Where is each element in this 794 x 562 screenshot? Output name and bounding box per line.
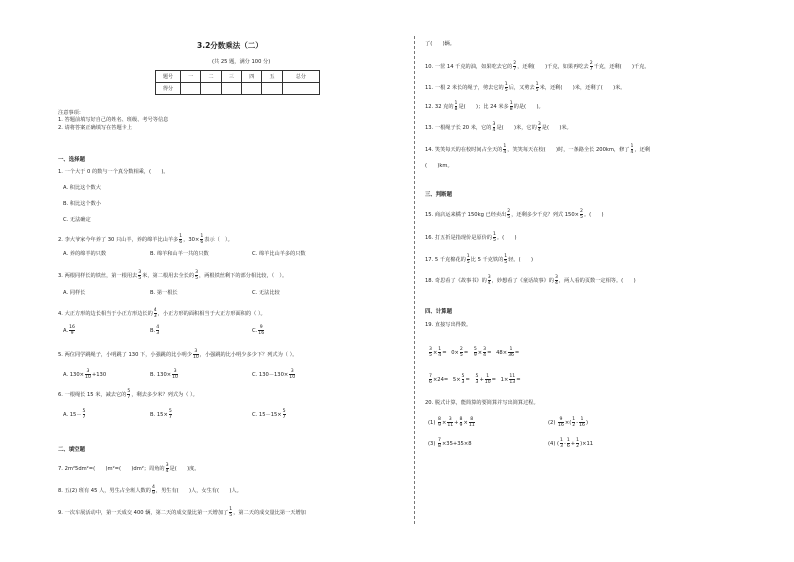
score-cell: 三 [221, 71, 241, 83]
option: C. 绵羊比山羊多的只数 [252, 251, 306, 257]
option: B. 15× $\frac{5}{7}$ [150, 409, 172, 420]
score-cell: 五 [262, 71, 282, 83]
page-title: 3.2分数乘法（二） [197, 41, 263, 50]
page-subtitle: (共 25 题，满分 100 分) [212, 59, 271, 65]
option: A. 15－ $\frac{5}{7}$ [63, 409, 86, 420]
page-divider [414, 36, 415, 524]
question-5: 5. 两位同学跳绳子，小明跳了 130 下，小强跳的比小明少 $\frac{3}{10}$ ，小强跳的比小明少多少下？列式为（ ）。 [58, 349, 298, 360]
calc-row-1: $\frac{3}{5}$ × $\frac{1}{4}$ = 0× $\frac{2}{5}$ = $\frac{5}{9}$ × $\frac{3}{4}$ = 48× $\frac{1}{36}$ = [429, 347, 520, 358]
option: A. 积比这个数大 [63, 185, 101, 191]
calc-item: (1) $\frac{8}{9}$ × $\frac{3}{11}$ + $\frac{8}{9}$ × $\frac{8}{11}$ [428, 417, 475, 428]
question-14-cont: ( )km。 [425, 163, 453, 169]
question-13: 13. 一根绳子长 20 米，它的 $\frac{3}{4}$ 是( )米，它的 $\frac{3}{4}$ 是( )米。 [425, 122, 572, 133]
notes-line: 1. 答题前填写好自己的姓名、班级、考号等信息 [58, 117, 169, 123]
option: B. 积比这个数小 [63, 201, 101, 207]
notes-line: 2. 请将答案正确填写在答题卡上 [58, 125, 133, 131]
score-cell [181, 83, 201, 95]
question-12: 12. 32 克的 $\frac{1}{8}$ 是( )；比 24 米多 $\frac{1}{8}$ 的是( )。 [425, 101, 544, 112]
calc-item: (4) ( $\frac{1}{3}$ - $\frac{1}{6}$ + $\frac{1}{2}$ )×11 [548, 438, 594, 449]
option: C. 15－15× $\frac{5}{7}$ [252, 409, 286, 420]
question-10: 10. 一筐 14 千克的油，如果吃去它的 $\frac{2}{7}$ ，还剩( )千克，如果再吃去 $\frac{2}{7}$ 千克，还剩( )千克。 [425, 61, 650, 72]
option: C. $\frac{9}{16}$ [252, 325, 265, 336]
question-16: 16. 打五折是指现价是原价的 $\frac{1}{5}$ 。( ) [425, 232, 517, 243]
option: B. 第一根长 [150, 290, 178, 296]
option: A. 130× $\frac{3}{10}$ +130 [63, 369, 107, 380]
question-2: 2. 李大爷家今年养了 30 只山羊，养的绵羊比山羊多 $\frac{1}{6}$ ，30× $\frac{1}{6}$ 表示（ ）。 [58, 234, 233, 245]
question-1: 1. 一个大于 0 的数与一个真分数相乘，( )。 [58, 169, 169, 175]
section-heading: 一、选择题 [58, 157, 85, 163]
score-cell [201, 83, 221, 95]
question-19: 19. 直接写出得数。 [425, 322, 472, 328]
score-cell: 题号 [156, 71, 181, 83]
question-11: 11. 一根 2 米长的绳子，剪去它的 $\frac{1}{5}$ 后，又剪去 $\frac{1}{5}$ 米，还剩( )米，还剩了( )米。 [425, 82, 626, 93]
question-17: 17. 5 千克棉花的 $\frac{1}{5}$ 比 5 千克铁的 $\frac{1}{5}$ 轻。( ) [425, 254, 534, 265]
option: A. 养的绵羊的只数 [63, 251, 107, 257]
score-cell [242, 83, 262, 95]
calc-row-2: $\frac{7}{6}$ ×24= 5× $\frac{5}{3}$ = $\frac{5}{3}$ + $\frac{1}{10}$ = 1× $\frac{11}{13}$ = [429, 374, 521, 385]
option: B. 绵羊和山羊一共的只数 [150, 251, 209, 257]
section-heading: 三、判断题 [425, 192, 452, 198]
score-table [155, 70, 320, 95]
question-18: 18. 奇思看了《故事书》的 $\frac{3}{4}$ ，妙想看了《童话故事》的 $\frac{3}{4}$ ，两人看的页数一定相等。( ) [425, 275, 636, 286]
option: A. $\frac{16}{9}$ [63, 325, 75, 336]
question-3: 3. 两根同样长的铁丝，第一根用去 $\frac{3}{5}$ 米，第二根用去全长的 $\frac{3}{5}$ ，两根铁丝剩下的部分相比较，（ ）。 [58, 270, 288, 281]
question-9: 9. 一次车展活动中，第一天成交 400 辆，第二天的成交量比第一天增加了 $\frac{1}{5}$ ，第二天的成交量比第一天增加 [58, 507, 306, 518]
calc-item: (2) $\frac{9}{16}$ ×( $\frac{1}{2}$ - $\frac{1}{16}$ ) [548, 417, 588, 428]
question-7: 7. 2m²5dm²=( )m²=( )dm²；周角的 $\frac{3}{4}$ 是( )度。 [58, 463, 200, 474]
option: C. 无法确定 [63, 217, 91, 223]
score-cell [282, 83, 319, 95]
score-cell: 总分 [282, 71, 319, 83]
section-heading: 四、计算题 [425, 309, 452, 315]
question-14: 14. 笑笑每天的在校时间占全天的 $\frac{1}{4}$ ，笑笑每天在校( )时，一条路全长 200km，修了 $\frac{1}{4}$ ，还剩 [425, 144, 651, 155]
option: B. 130× $\frac{3}{10}$ [150, 369, 178, 380]
option: A. 同样长 [63, 290, 86, 296]
question-20: 20. 脱式计算，能简算的要简算并写出简算过程。 [425, 400, 539, 406]
question-15: 15. 商店运来橘子 150kg 已经卖出 $\frac{2}{5}$ ，还剩多少千克？列式 150× $\frac{2}{5}$ 。( ) [425, 209, 604, 220]
question-9-cont: 了( )辆。 [425, 41, 455, 47]
score-cell: 一 [181, 71, 201, 83]
score-cell: 得分 [156, 83, 181, 95]
score-cell [221, 83, 241, 95]
section-heading: 二、填空题 [58, 447, 85, 453]
question-6: 6. 一根绳长 15 米，减去它的 $\frac{5}{7}$ ，剩去多少米？列式为（ ）。 [58, 389, 198, 400]
score-cell: 二 [201, 71, 221, 83]
calc-item: (3) $\frac{7}{8}$ ×35+35×8 [428, 438, 472, 449]
option: C. 130－130× $\frac{3}{10}$ [252, 369, 296, 380]
notes-heading: 注意事项： [58, 110, 84, 116]
score-cell: 四 [242, 71, 262, 83]
question-8: 8. 五(2) 班有 45 人，男生占全班人数的 $\frac{4}{9}$ ，男生有( )人，女生有( )人。 [58, 485, 242, 496]
question-4: 4. 大正方形的边长相当于小正方形边长的 $\frac{4}{3}$ ，小正方形的面积相当于大正方形面积的（ ）。 [58, 308, 266, 319]
option: B. $\frac{4}{3}$ [150, 325, 160, 336]
score-cell [262, 83, 282, 95]
option: C. 无法比较 [252, 290, 280, 296]
